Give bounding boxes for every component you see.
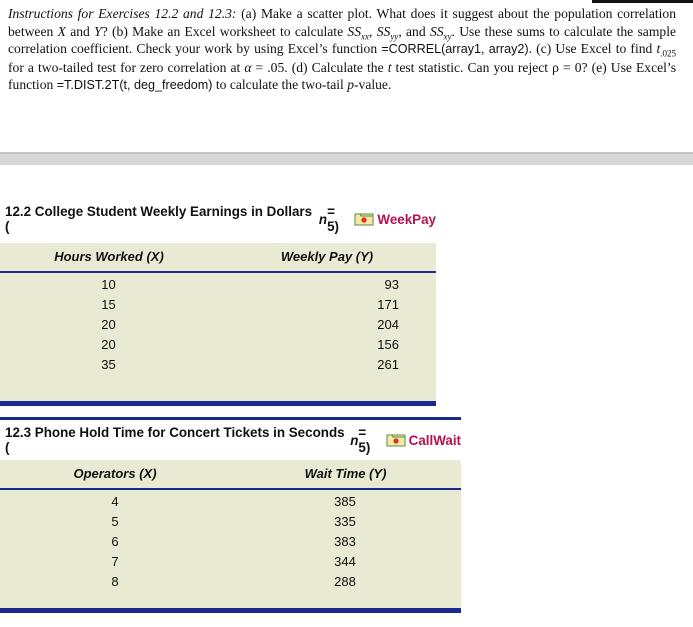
table-header-row	[0, 243, 436, 273]
table-padding	[0, 592, 461, 608]
cell-y: 335	[334, 514, 356, 529]
table-body	[0, 273, 436, 401]
column-header-x: Operators (X)	[73, 466, 157, 481]
table-caption: 12.3 Phone Hold Time for Concert Tickets in Seconds ( n = 5) CallWait	[0, 420, 461, 460]
cell-y: 171	[377, 297, 399, 312]
cell-y: 288	[334, 574, 356, 589]
section-divider	[0, 152, 693, 165]
excel-file-icon	[386, 433, 406, 447]
column-header-y: Wait Time (Y)	[304, 466, 387, 481]
tdist-function: =T.DIST.2T(t, deg_freedom)	[56, 78, 213, 93]
table-12-2	[0, 195, 436, 406]
table-row	[0, 572, 461, 592]
cell-y: 261	[377, 357, 399, 372]
cell-x: 35	[101, 357, 116, 372]
cell-y: 344	[334, 554, 356, 569]
table-body	[0, 490, 461, 608]
cell-x: 5	[111, 514, 119, 529]
cell-x: 15	[101, 297, 116, 312]
table-row	[0, 275, 436, 295]
table-header-row	[0, 460, 461, 490]
table-row	[0, 512, 461, 532]
cell-y: 383	[334, 534, 356, 549]
cell-y: 93	[384, 277, 399, 292]
cell-y: 204	[377, 317, 399, 332]
cell-x: 4	[111, 494, 119, 509]
cell-x: 20	[101, 337, 116, 352]
table-row	[0, 532, 461, 552]
correl-function: =CORREL(array1, array2)	[381, 42, 529, 57]
cell-y: 156	[377, 337, 399, 352]
table-row	[0, 315, 436, 335]
instructions-paragraph: Instructions for Exercises 12.2 and 12.3: (a) Make a scatter plot. What does it suggest about the population correlation between X and Y? (b) Make an Excel worksheet to calculate $SS_{xx}$, $SS_{yy}$, and $SS_{xy}$. Use these sums to calculate the sample correlation coefficient. Check your work by using Excel’s function =CORREL(array1, array2). (c) Use Excel to find $t_{.025}$ for a two-tailed test for zero correlation at α = .05. (d) Calculate the t test statistic. Can you reject ρ = 0? (e) Use Excel’s function =T.DIST.2T(t, deg_freedom) to calculate the two-tail p-value.	[8, 6, 677, 93]
table-bottom-rule	[0, 401, 436, 406]
table-row	[0, 355, 436, 375]
table-caption: 12.2 College Student Weekly Earnings in Dollars ( n = 5) WeekPay	[0, 195, 436, 243]
data-file-link[interactable]: CallWait	[386, 433, 461, 448]
data-file-link[interactable]: WeekPay	[354, 212, 436, 227]
cell-y: 385	[334, 494, 356, 509]
excel-file-icon	[354, 212, 374, 226]
top-rule	[592, 0, 693, 3]
table-row	[0, 295, 436, 315]
table-padding	[0, 375, 436, 401]
cell-x: 7	[111, 554, 119, 569]
table-row	[0, 552, 461, 572]
cell-x: 20	[101, 317, 116, 332]
table-row	[0, 335, 436, 355]
instructions-heading: Instructions for Exercises 12.2 and 12.3:	[8, 6, 237, 21]
table-12-3	[0, 417, 461, 613]
table-row	[0, 492, 461, 512]
column-header-x: Hours Worked (X)	[54, 249, 164, 264]
table-bottom-rule	[0, 608, 461, 613]
cell-x: 10	[101, 277, 116, 292]
cell-x: 8	[111, 574, 119, 589]
cell-x: 6	[111, 534, 119, 549]
column-header-y: Weekly Pay (Y)	[280, 249, 374, 264]
